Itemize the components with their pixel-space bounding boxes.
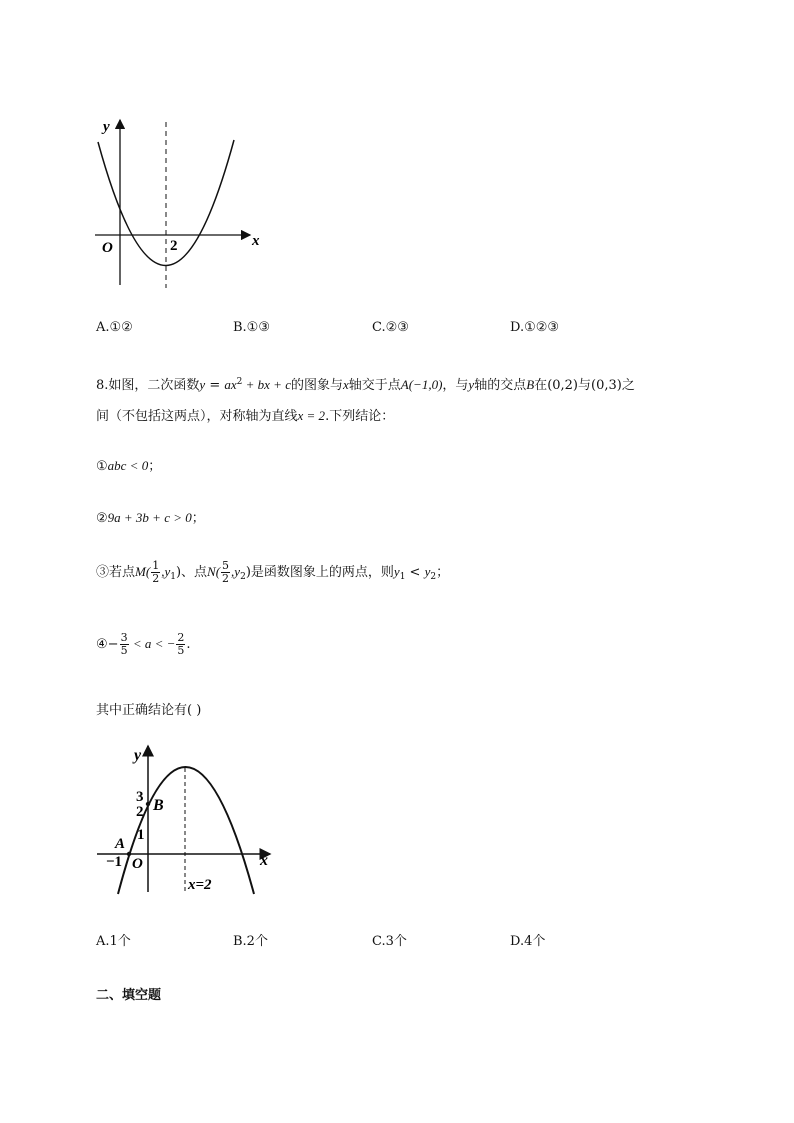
point-b: [146, 802, 150, 806]
q8-option-a: A.1个: [96, 934, 131, 949]
q8-question: 其中正确结论有( ): [96, 703, 202, 718]
conclusion-2: ②9a + 3b + c > 0；: [96, 510, 205, 526]
origin-label: O: [132, 856, 143, 872]
parabola-graph-1: [90, 110, 270, 295]
x-axis-label: x: [252, 233, 260, 249]
tick-label-2: 2: [136, 804, 144, 820]
q7-option-b: B.①③: [233, 320, 270, 335]
point-b-label: B: [153, 797, 164, 814]
point-a-label: A: [115, 836, 126, 852]
q8-option-d: D.4个: [510, 934, 546, 949]
fraction-one-half: $\frac{1}{2}$: [152, 559, 160, 585]
symmetry-axis-label: x=2: [188, 877, 212, 893]
fraction-three-fifths: $\frac{3}{5}$: [120, 631, 128, 657]
section-title: 二、填空题: [96, 988, 162, 1003]
fraction-two-fifths: $\frac{2}{5}$: [177, 631, 185, 657]
y-axis-label: y: [103, 119, 110, 135]
fraction-five-halves: $\frac{5}{2}$: [222, 559, 230, 585]
conclusion-3: ③若点M( $\frac{1}{2}$ $,y_1$)、点N( $\frac{5}{2}$ $,y_2$)是函数图象上的两点，则$y_1 < y_2$；: [96, 559, 450, 585]
x-axis-label: x: [260, 852, 268, 869]
q8-intro-line-1: 8.如图，二次函数$y = ax^2$ + bx + c的图象与x轴交于点A(−1,0)，与y轴的交点B在(0,2)与(0,3)之: [96, 377, 635, 393]
y-axis-label: y: [134, 747, 142, 764]
q8-intro-line-2: 间（不包括这两点），对称轴为直线x = 2.下列结论：: [96, 408, 395, 424]
tick-label-2: 2: [170, 238, 178, 254]
origin-label: O: [102, 240, 113, 256]
q7-option-c: C.②③: [372, 320, 409, 335]
conclusion-4: ④− $\frac{3}{5}$ < a < − $\frac{2}{5}$ .: [96, 631, 191, 657]
tick-label-3: 3: [136, 789, 144, 805]
point-a: [127, 852, 131, 856]
conclusion-1: ①abc < 0；: [96, 458, 162, 474]
tick-label-1: 1: [137, 827, 145, 843]
q8-option-c: C.3个: [372, 934, 407, 949]
q7-option-a: A.①②: [96, 320, 133, 335]
q7-option-d: D.①②③: [510, 320, 560, 335]
q8-option-b: B.2个: [233, 934, 268, 949]
parabola-graph-2: [92, 740, 282, 900]
tick-label-neg1: −1: [106, 854, 123, 870]
